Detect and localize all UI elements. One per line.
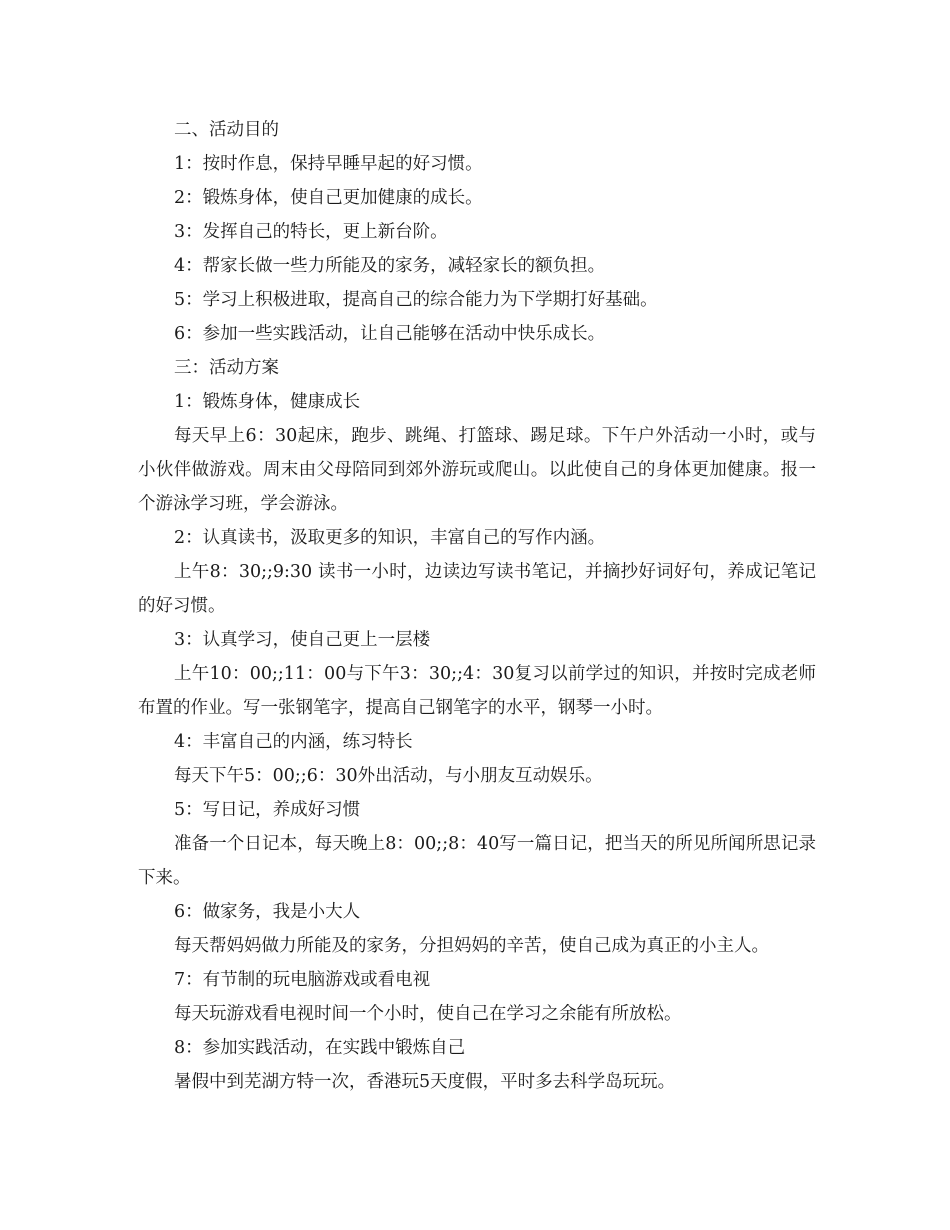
plan-item-4-title: 4：丰富自己的内涵，练习特长	[174, 732, 413, 752]
section-heading-purpose: 二、活动目的	[174, 120, 279, 140]
plan-item-5-body: 准备一个日记本，每天晚上8：00;;8：40写一篇日记，把当天的所见所闻所思记录下来。	[138, 834, 816, 888]
plan-item-7-body: 每天玩游戏看电视时间一个小时，使自己在学习之余能有所放松。	[174, 1004, 682, 1024]
purpose-item-2: 2：锻炼身体，使自己更加健康的成长。	[174, 188, 483, 208]
plan-item-8-body: 暑假中到芜湖方特一次，香港玩5天度假，平时多去科学岛玩玩。	[174, 1072, 676, 1092]
plan-item-7-title: 7：有节制的玩电脑游戏或看电视	[174, 970, 431, 990]
plan-item-3-title: 3：认真学习，使自己更上一层楼	[174, 630, 431, 650]
plan-item-2-body: 上午8：30;;9:30 读书一小时，边读边写读书笔记，并摘抄好词好句，养成记笔记的好习惯。	[138, 562, 816, 616]
plan-item-6-title: 6：做家务，我是小大人	[174, 902, 361, 922]
plan-item-8-title: 8：参加实践活动，在实践中锻炼自己	[174, 1038, 466, 1058]
document-body	[138, 113, 816, 1099]
purpose-item-1: 1：按时作息，保持早睡早起的好习惯。	[174, 154, 483, 174]
plan-item-3-body: 上午10：00;;11：00与下午3：30;;4：30复习以前学过的知识，并按时完成老师布置的作业。写一张钢笔字，提高自己钢笔字的水平，钢琴一小时。	[138, 664, 816, 718]
plan-item-1-title: 1：锻炼身体，健康成长	[174, 392, 361, 412]
purpose-item-5: 5：学习上积极进取，提高自己的综合能力为下学期打好基础。	[174, 290, 658, 310]
purpose-item-3: 3：发挥自己的特长，更上新台阶。	[174, 222, 448, 242]
purpose-item-6: 6：参加一些实践活动，让自己能够在活动中快乐成长。	[174, 324, 606, 344]
plan-item-4-body: 每天下午5：00;;6：30外出活动，与小朋友互动娱乐。	[174, 766, 603, 786]
section-heading-plan: 三：活动方案	[174, 358, 279, 378]
plan-item-1-body: 每天早上6：30起床，跑步、跳绳、打篮球、踢足球。下午户外活动一小时，或与小伙伴做游戏。周末由父母陪同到郊外游玩或爬山。以此使自己的身体更加健康。报一个游泳学习班，学会游泳。	[138, 426, 816, 514]
plan-item-2-title: 2：认真读书，汲取更多的知识，丰富自己的写作内涵。	[174, 528, 606, 548]
plan-item-6-body: 每天帮妈妈做力所能及的家务，分担妈妈的辛苦，使自己成为真正的小主人。	[174, 936, 769, 956]
plan-item-5-title: 5：写日记，养成好习惯	[174, 800, 361, 820]
purpose-item-4: 4：帮家长做一些力所能及的家务，减轻家长的额负担。	[174, 256, 606, 276]
